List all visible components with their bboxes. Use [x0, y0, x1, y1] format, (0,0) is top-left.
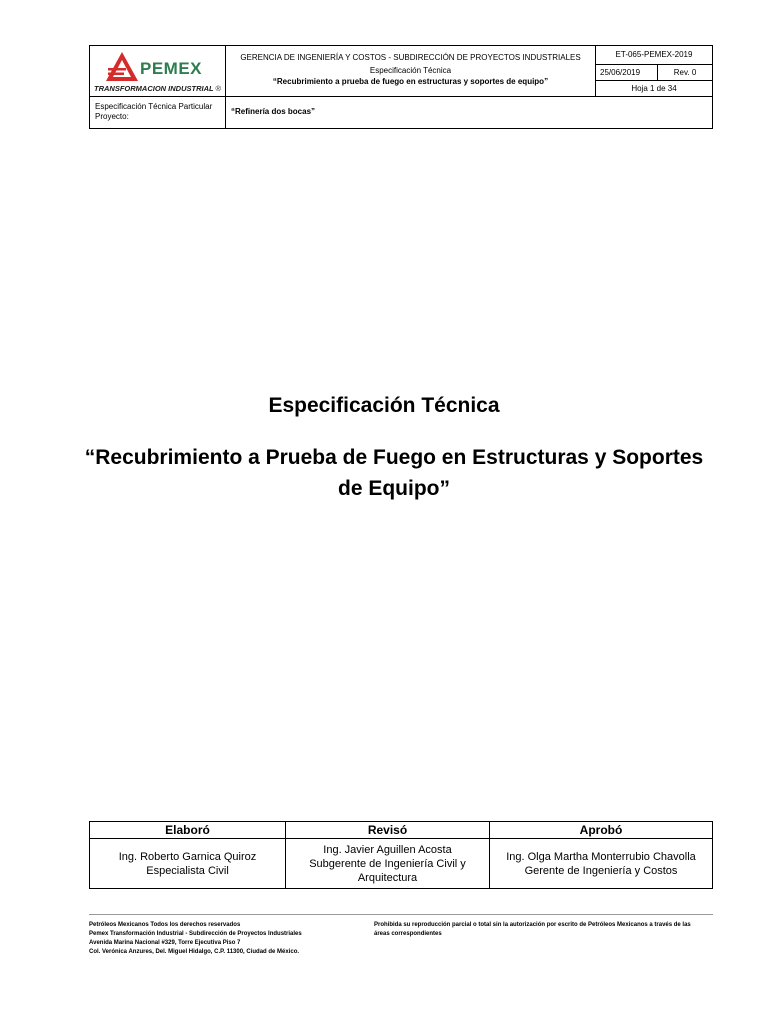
elaboro-role: Especialista Civil	[146, 864, 229, 877]
footer-right: Prohibida su reproducción parcial o total sin la autorización por escrito de Petróleos Mexicanos a través de las áreas correspondientes	[374, 922, 691, 937]
header-doc-title: “Recubrimiento a prueba de fuego en estructuras y soportes de equipo”	[272, 77, 549, 86]
footer-left-line: Petróleos Mexicanos Todos los derechos reservados	[89, 922, 241, 928]
header-page-number: Hoja 1 de 34	[631, 84, 677, 93]
project-value: “Refinería dos bocas”	[231, 107, 316, 116]
header-date: 25/06/2019	[600, 68, 641, 77]
signature-elaboro	[90, 839, 285, 888]
footer-left	[89, 921, 359, 957]
signature-header-aprobo: Aprobó	[579, 823, 623, 837]
reviso-role: Subgerente de Ingeniería Civil y Arquitectura	[309, 857, 466, 884]
signature-table	[89, 821, 713, 889]
footer-left-line: Avenida Marina Nacional #329, Torre Ejecutiva Piso 7	[89, 940, 241, 946]
pemex-eagle-icon	[102, 51, 142, 83]
logo-subtitle-text: TRANSFORMACION INDUSTRIAL	[94, 84, 214, 93]
header-gerencia: GERENCIA DE INGENIERÍA Y COSTOS - SUBDIRECCIÓN DE PROYECTOS INDUSTRIALES	[240, 53, 581, 62]
footer-left-line: Pemex Transformación Industrial - Subdirección de Proyectos Industriales	[89, 931, 302, 937]
pemex-logo	[94, 49, 222, 95]
particular-spec-label: Especificación Técnica Particular	[95, 102, 213, 111]
logo-subtitle	[94, 84, 221, 93]
signature-reviso	[286, 839, 489, 888]
reviso-name: Ing. Javier Aguillen Acosta	[323, 843, 452, 856]
header-doc-type: Especificación Técnica	[369, 66, 452, 75]
document-header-table	[89, 45, 713, 129]
aprobo-role: Gerente de Ingeniería y Costos	[524, 864, 678, 877]
signature-header-reviso: Revisó	[367, 823, 408, 837]
aprobo-name: Ing. Olga Martha Monterrubio Chavolla	[506, 850, 696, 863]
project-label: Proyecto:	[95, 112, 129, 121]
main-title: Especificación Técnica	[268, 394, 500, 417]
signature-aprobo	[490, 839, 712, 888]
header-doc-code: ET-065-PEMEX-2019	[615, 50, 693, 59]
header-revision: Rev. 0	[673, 68, 697, 77]
main-subtitle: “Recubrimiento a Prueba de Fuego en Estructuras y Soportes de Equipo”	[84, 446, 704, 500]
signature-header-elaboro: Elaboró	[165, 823, 210, 837]
elaboro-name: Ing. Roberto Garnica Quiroz	[118, 850, 257, 863]
footer-left-line: Col. Verónica Anzures, Del. Miguel Hidalgo, C.P. 11300, Ciudad de México.	[89, 949, 300, 955]
logo-registered-mark: ®	[215, 84, 222, 93]
footer-divider	[89, 914, 713, 915]
logo-brand-text: PEMEX	[140, 59, 203, 78]
